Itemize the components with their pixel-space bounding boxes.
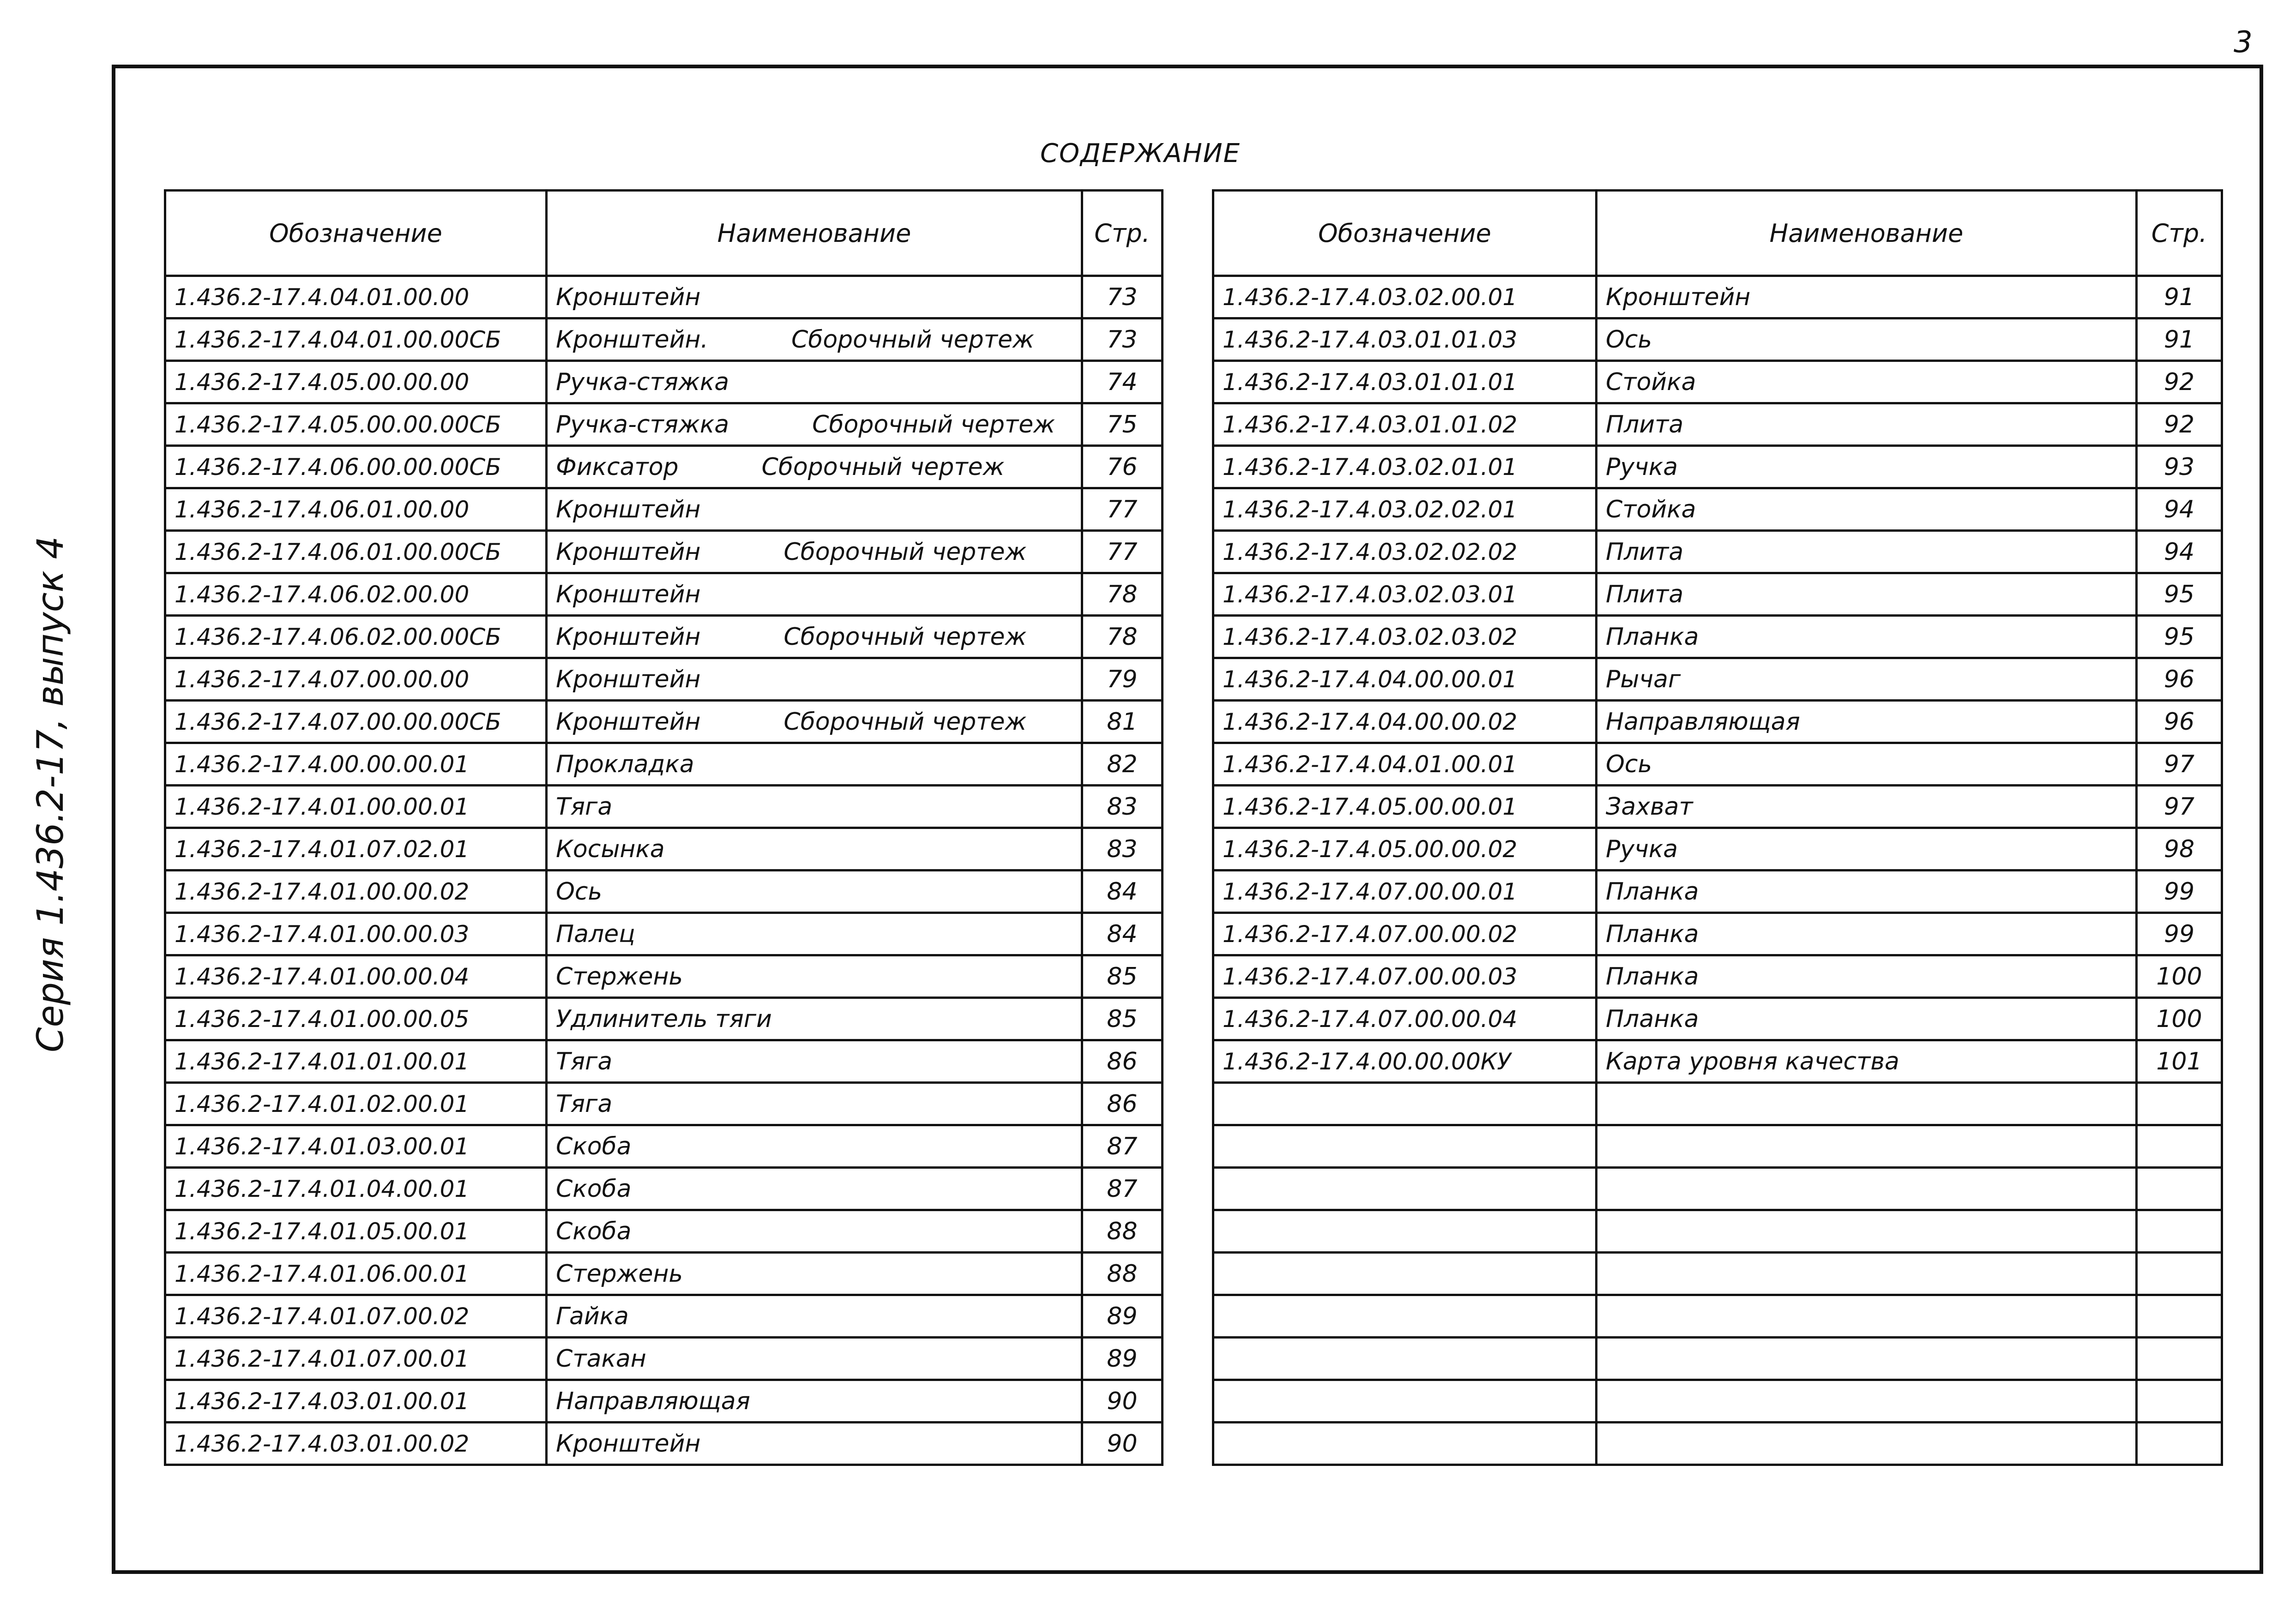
table-row <box>165 1083 1163 1125</box>
table-row <box>1213 446 2222 488</box>
empty-name <box>1597 1083 2137 1125</box>
row-name: Фиксатор <box>556 453 679 481</box>
empty-page <box>2137 1253 2222 1295</box>
row-name: Планка <box>1597 998 2137 1040</box>
header-code: Обозначение <box>1213 191 1597 276</box>
row-page: 92 <box>2137 361 2222 403</box>
table-row <box>1213 828 2222 871</box>
table-row <box>165 701 1163 743</box>
table-row <box>165 616 1163 658</box>
row-name: Направляющая <box>1597 701 2137 743</box>
row-code: 1.436.2-17.4.01.00.00.03 <box>165 913 547 955</box>
row-name-cell <box>547 1083 1082 1125</box>
row-code: 1.436.2-17.4.03.02.03.01 <box>1213 573 1597 616</box>
empty-row <box>1213 1168 2222 1210</box>
row-name-cell <box>547 1210 1082 1253</box>
row-name: Кронштейн <box>556 580 701 608</box>
row-page: 81 <box>1082 701 1163 743</box>
table-row <box>165 786 1163 828</box>
row-name-cell <box>547 828 1082 871</box>
row-code: 1.436.2-17.4.01.00.00.02 <box>165 871 547 913</box>
row-code: 1.436.2-17.4.07.00.00.01 <box>1213 871 1597 913</box>
table-row <box>1213 955 2222 998</box>
toc-rows-right <box>1213 276 2222 1465</box>
row-name: Кронштейн <box>556 495 701 523</box>
page-title: СОДЕРЖАНИЕ <box>1040 138 1241 168</box>
header-page: Стр. <box>1082 191 1163 276</box>
row-note: Сборочный чертеж <box>783 623 1027 651</box>
row-page: 95 <box>2137 573 2222 616</box>
row-name-cell <box>547 1423 1082 1465</box>
row-code: 1.436.2-17.4.06.01.00.00СБ <box>165 531 547 573</box>
empty-row <box>1213 1338 2222 1380</box>
row-name: Плита <box>1597 403 2137 446</box>
row-name-cell <box>547 658 1082 701</box>
row-name: Прокладка <box>556 750 694 778</box>
row-name-cell <box>547 318 1082 361</box>
row-page: 95 <box>2137 616 2222 658</box>
empty-code <box>1213 1210 1597 1253</box>
table-row <box>165 913 1163 955</box>
table-row <box>1213 616 2222 658</box>
toc-table-left <box>164 189 1163 1466</box>
row-code: 1.436.2-17.4.03.02.01.01 <box>1213 446 1597 488</box>
row-name: Скоба <box>556 1132 632 1160</box>
table-row <box>1213 913 2222 955</box>
row-name-cell <box>547 1253 1082 1295</box>
row-name-cell <box>547 1040 1082 1083</box>
row-name-cell <box>547 998 1082 1040</box>
toc-table-right <box>1212 189 2223 1466</box>
row-page: 73 <box>1082 318 1163 361</box>
toc-rows-left <box>165 276 1163 1465</box>
row-code: 1.436.2-17.4.06.02.00.00 <box>165 573 547 616</box>
empty-page <box>2137 1380 2222 1423</box>
row-code: 1.436.2-17.4.01.07.00.01 <box>165 1338 547 1380</box>
row-name: Ось <box>1597 318 2137 361</box>
row-page: 99 <box>2137 913 2222 955</box>
row-name-cell <box>547 573 1082 616</box>
row-page: 88 <box>1082 1253 1163 1295</box>
table-row <box>165 1423 1163 1465</box>
empty-name <box>1597 1210 2137 1253</box>
row-name: Ось <box>556 877 603 906</box>
row-code: 1.436.2-17.4.03.02.00.01 <box>1213 276 1597 318</box>
row-code: 1.436.2-17.4.05.00.00.01 <box>1213 786 1597 828</box>
row-name-cell <box>547 1380 1082 1423</box>
row-page: 101 <box>2137 1040 2222 1083</box>
row-code: 1.436.2-17.4.00.00.00.01 <box>165 743 547 786</box>
header-name: Наименование <box>547 191 1082 276</box>
table-row <box>165 1338 1163 1380</box>
empty-code <box>1213 1083 1597 1125</box>
row-name: Тяга <box>556 792 613 821</box>
empty-code <box>1213 1253 1597 1295</box>
empty-row <box>1213 1253 2222 1295</box>
table-row <box>165 1125 1163 1168</box>
row-name: Стойка <box>1597 361 2137 403</box>
row-code: 1.436.2-17.4.01.03.00.01 <box>165 1125 547 1168</box>
row-name: Скоба <box>556 1175 632 1203</box>
empty-name <box>1597 1380 2137 1423</box>
row-name-cell <box>547 786 1082 828</box>
row-name: Кронштейн <box>556 708 701 736</box>
table-row <box>165 998 1163 1040</box>
table-row <box>165 488 1163 531</box>
row-name: Рычаг <box>1597 658 2137 701</box>
table-row <box>1213 403 2222 446</box>
row-page: 91 <box>2137 318 2222 361</box>
row-name-cell <box>547 871 1082 913</box>
empty-page <box>2137 1423 2222 1465</box>
row-name-cell <box>547 1338 1082 1380</box>
row-page: 76 <box>1082 446 1163 488</box>
row-name-cell <box>547 531 1082 573</box>
empty-name <box>1597 1125 2137 1168</box>
row-name: Палец <box>556 920 635 948</box>
row-code: 1.436.2-17.4.01.00.00.05 <box>165 998 547 1040</box>
table-row <box>165 531 1163 573</box>
row-page: 77 <box>1082 488 1163 531</box>
row-code: 1.436.2-17.4.07.00.00.04 <box>1213 998 1597 1040</box>
row-page: 94 <box>2137 488 2222 531</box>
row-name-cell <box>547 276 1082 318</box>
empty-page <box>2137 1083 2222 1125</box>
table-row <box>1213 1040 2222 1083</box>
row-page: 88 <box>1082 1210 1163 1253</box>
row-page: 87 <box>1082 1125 1163 1168</box>
row-page: 98 <box>2137 828 2222 871</box>
row-name-cell <box>547 1125 1082 1168</box>
table-header <box>165 191 1163 276</box>
table-row <box>1213 573 2222 616</box>
row-name: Кронштейн <box>556 1429 701 1458</box>
page-number: 3 <box>2234 25 2253 60</box>
row-name: Стержень <box>556 962 683 991</box>
row-note: Сборочный чертеж <box>812 410 1055 438</box>
empty-row <box>1213 1083 2222 1125</box>
empty-row <box>1213 1210 2222 1253</box>
table-row <box>165 446 1163 488</box>
empty-row <box>1213 1295 2222 1338</box>
empty-code <box>1213 1295 1597 1338</box>
row-page: 91 <box>2137 276 2222 318</box>
row-name-cell <box>547 913 1082 955</box>
row-page: 89 <box>1082 1338 1163 1380</box>
empty-page <box>2137 1338 2222 1380</box>
empty-page <box>2137 1210 2222 1253</box>
row-page: 84 <box>1082 913 1163 955</box>
row-name: Удлинитель тяги <box>556 1005 772 1033</box>
row-page: 97 <box>2137 786 2222 828</box>
row-code: 1.436.2-17.4.06.01.00.00 <box>165 488 547 531</box>
empty-code <box>1213 1125 1597 1168</box>
row-name: Гайка <box>556 1302 629 1330</box>
row-code: 1.436.2-17.4.07.00.00.00СБ <box>165 701 547 743</box>
row-name: Тяга <box>556 1090 613 1118</box>
row-code: 1.436.2-17.4.01.01.00.01 <box>165 1040 547 1083</box>
empty-name <box>1597 1168 2137 1210</box>
row-code: 1.436.2-17.4.07.00.00.02 <box>1213 913 1597 955</box>
table-row <box>165 658 1163 701</box>
row-name: Кронштейн <box>556 623 701 651</box>
empty-row <box>1213 1125 2222 1168</box>
row-name: Направляющая <box>556 1387 750 1415</box>
table-row <box>165 1253 1163 1295</box>
row-code: 1.436.2-17.4.00.00.00КУ <box>1213 1040 1597 1083</box>
row-code: 1.436.2-17.4.01.00.00.04 <box>165 955 547 998</box>
row-code: 1.436.2-17.4.06.00.00.00СБ <box>165 446 547 488</box>
table-row <box>1213 531 2222 573</box>
empty-page <box>2137 1125 2222 1168</box>
empty-code <box>1213 1168 1597 1210</box>
table-row <box>165 1380 1163 1423</box>
row-page: 84 <box>1082 871 1163 913</box>
row-note: Сборочный чертеж <box>783 538 1027 566</box>
row-code: 1.436.2-17.4.03.02.03.02 <box>1213 616 1597 658</box>
row-code: 1.436.2-17.4.01.07.00.02 <box>165 1295 547 1338</box>
row-name: Ручка-стяжка <box>556 368 729 396</box>
row-page: 96 <box>2137 701 2222 743</box>
row-name: Кронштейн <box>556 665 701 693</box>
row-name: Стакан <box>556 1345 646 1373</box>
row-page: 82 <box>1082 743 1163 786</box>
empty-code <box>1213 1423 1597 1465</box>
row-page: 85 <box>1082 998 1163 1040</box>
row-page: 83 <box>1082 828 1163 871</box>
table-row <box>165 1295 1163 1338</box>
table-row <box>165 828 1163 871</box>
empty-name <box>1597 1423 2137 1465</box>
table-row <box>1213 701 2222 743</box>
empty-name <box>1597 1338 2137 1380</box>
row-page: 78 <box>1082 616 1163 658</box>
series-stamp: Серия 1.436.2-17, выпуск 4 <box>30 536 72 1052</box>
row-name: Ручка <box>1597 446 2137 488</box>
row-page: 90 <box>1082 1423 1163 1465</box>
row-code: 1.436.2-17.4.03.01.00.01 <box>165 1380 547 1423</box>
row-page: 86 <box>1082 1083 1163 1125</box>
row-code: 1.436.2-17.4.03.01.01.03 <box>1213 318 1597 361</box>
header-page: Стр. <box>2137 191 2222 276</box>
row-name: Планка <box>1597 616 2137 658</box>
row-page: 86 <box>1082 1040 1163 1083</box>
row-name: Ручка <box>1597 828 2137 871</box>
row-code: 1.436.2-17.4.04.01.00.00СБ <box>165 318 547 361</box>
row-page: 92 <box>2137 403 2222 446</box>
row-name-cell <box>547 616 1082 658</box>
row-page: 78 <box>1082 573 1163 616</box>
row-code: 1.436.2-17.4.03.02.02.02 <box>1213 531 1597 573</box>
row-name-cell <box>547 1168 1082 1210</box>
row-code: 1.436.2-17.4.05.00.00.00СБ <box>165 403 547 446</box>
table-row <box>1213 786 2222 828</box>
table-row <box>165 276 1163 318</box>
row-code: 1.436.2-17.4.04.01.00.01 <box>1213 743 1597 786</box>
row-code: 1.436.2-17.4.05.00.00.00 <box>165 361 547 403</box>
row-page: 100 <box>2137 955 2222 998</box>
table-row <box>1213 318 2222 361</box>
row-code: 1.436.2-17.4.07.00.00.03 <box>1213 955 1597 998</box>
row-name: Планка <box>1597 871 2137 913</box>
table-header <box>1213 191 2222 276</box>
row-name: Кронштейн <box>556 538 701 566</box>
table-row <box>1213 743 2222 786</box>
row-name: Косынка <box>556 835 665 863</box>
row-code: 1.436.2-17.4.04.00.00.01 <box>1213 658 1597 701</box>
row-name: Планка <box>1597 955 2137 998</box>
row-code: 1.436.2-17.4.01.07.02.01 <box>165 828 547 871</box>
header-code: Обозначение <box>165 191 547 276</box>
row-page: 73 <box>1082 276 1163 318</box>
table-row <box>165 871 1163 913</box>
empty-row <box>1213 1423 2222 1465</box>
row-name-cell <box>547 403 1082 446</box>
row-name: Плита <box>1597 573 2137 616</box>
row-code: 1.436.2-17.4.01.00.00.01 <box>165 786 547 828</box>
table-row <box>165 573 1163 616</box>
row-page: 75 <box>1082 403 1163 446</box>
row-page: 99 <box>2137 871 2222 913</box>
row-name-cell <box>547 361 1082 403</box>
empty-code <box>1213 1338 1597 1380</box>
row-name: Кронштейн. <box>556 325 708 354</box>
row-page: 90 <box>1082 1380 1163 1423</box>
row-name: Ось <box>1597 743 2137 786</box>
row-page: 79 <box>1082 658 1163 701</box>
table-row <box>165 1040 1163 1083</box>
header-name: Наименование <box>1597 191 2137 276</box>
row-code: 1.436.2-17.4.07.00.00.00 <box>165 658 547 701</box>
row-code: 1.436.2-17.4.06.02.00.00СБ <box>165 616 547 658</box>
table-row <box>1213 658 2222 701</box>
row-name-cell <box>547 446 1082 488</box>
empty-name <box>1597 1295 2137 1338</box>
row-code: 1.436.2-17.4.01.06.00.01 <box>165 1253 547 1295</box>
row-page: 85 <box>1082 955 1163 998</box>
row-page: 77 <box>1082 531 1163 573</box>
row-code: 1.436.2-17.4.04.01.00.00 <box>165 276 547 318</box>
row-name: Кронштейн <box>556 283 701 311</box>
row-code: 1.436.2-17.4.03.01.01.02 <box>1213 403 1597 446</box>
row-name: Плита <box>1597 531 2137 573</box>
row-name: Стойка <box>1597 488 2137 531</box>
table-row <box>165 361 1163 403</box>
row-note: Сборочный чертеж <box>761 453 1005 481</box>
row-page: 83 <box>1082 786 1163 828</box>
row-name: Захват <box>1597 786 2137 828</box>
row-page: 100 <box>2137 998 2222 1040</box>
row-name-cell <box>547 743 1082 786</box>
row-note: Сборочный чертеж <box>783 708 1027 736</box>
table-row <box>165 955 1163 998</box>
table-row <box>1213 488 2222 531</box>
row-code: 1.436.2-17.4.03.01.00.02 <box>165 1423 547 1465</box>
row-note: Сборочный чертеж <box>791 325 1034 354</box>
row-code: 1.436.2-17.4.03.02.02.01 <box>1213 488 1597 531</box>
row-name-cell <box>547 955 1082 998</box>
row-page: 97 <box>2137 743 2222 786</box>
row-page: 94 <box>2137 531 2222 573</box>
row-code: 1.436.2-17.4.03.01.01.01 <box>1213 361 1597 403</box>
row-name: Скоба <box>556 1217 632 1245</box>
row-page: 89 <box>1082 1295 1163 1338</box>
row-name: Карта уровня качества <box>1597 1040 2137 1083</box>
row-name: Ручка-стяжка <box>556 410 729 438</box>
table-row <box>1213 871 2222 913</box>
row-name-cell <box>547 488 1082 531</box>
table-row <box>1213 998 2222 1040</box>
row-code: 1.436.2-17.4.04.00.00.02 <box>1213 701 1597 743</box>
row-page: 93 <box>2137 446 2222 488</box>
row-page: 87 <box>1082 1168 1163 1210</box>
row-name-cell <box>547 701 1082 743</box>
empty-page <box>2137 1295 2222 1338</box>
row-page: 74 <box>1082 361 1163 403</box>
table-row <box>1213 361 2222 403</box>
empty-code <box>1213 1380 1597 1423</box>
table-row <box>165 403 1163 446</box>
row-code: 1.436.2-17.4.01.02.00.01 <box>165 1083 547 1125</box>
row-name: Тяга <box>556 1047 613 1075</box>
row-code: 1.436.2-17.4.01.05.00.01 <box>165 1210 547 1253</box>
empty-name <box>1597 1253 2137 1295</box>
table-row <box>165 743 1163 786</box>
empty-row <box>1213 1380 2222 1423</box>
table-row <box>165 1168 1163 1210</box>
table-row <box>165 1210 1163 1253</box>
row-code: 1.436.2-17.4.01.04.00.01 <box>165 1168 547 1210</box>
table-row <box>1213 276 2222 318</box>
table-row <box>165 318 1163 361</box>
row-page: 96 <box>2137 658 2222 701</box>
row-code: 1.436.2-17.4.05.00.00.02 <box>1213 828 1597 871</box>
row-name: Планка <box>1597 913 2137 955</box>
empty-page <box>2137 1168 2222 1210</box>
row-name-cell <box>547 1295 1082 1338</box>
row-name: Стержень <box>556 1260 683 1288</box>
row-name: Кронштейн <box>1597 276 2137 318</box>
